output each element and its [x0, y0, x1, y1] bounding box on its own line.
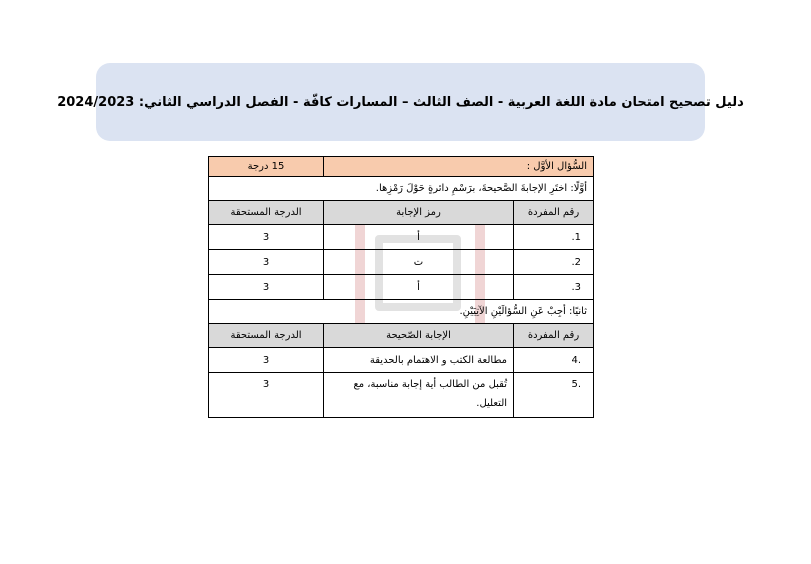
answer-symbol: أ: [324, 275, 514, 300]
item-number: .5: [514, 373, 594, 418]
item-number: 2.: [514, 250, 594, 275]
question-title: السُّؤال الأوَّل :: [324, 157, 594, 177]
item-number: 1.: [514, 225, 594, 250]
correct-answer: مطالعة الكتب و الاهتمام بالحديقة: [324, 348, 514, 373]
part1-instruction: أوَّلًا: اختَرِ الإجابةَ الصَّحيحةَ، برَسْمِ دائرةٍ حَوْلَ رَمْزِها.: [209, 177, 594, 201]
part2-header-row: [209, 324, 594, 348]
part2-instruction-row: [209, 300, 594, 324]
item-number: 3.: [514, 275, 594, 300]
part2-instruction: ثانيًا: أجِبْ عَنِ السُّؤالَيْنِ الآتِيَيْنِ.: [209, 300, 594, 324]
item-score: 3: [209, 348, 324, 373]
item-score: 3: [209, 373, 324, 418]
question-score: 15 درجة: [209, 157, 324, 177]
correct-answer: تُقبل من الطالب أية إجابة مناسبة، مع التعليل.: [324, 373, 514, 418]
question-header-row: [209, 157, 594, 177]
table-row: [209, 275, 594, 300]
answer-key-table: [208, 156, 594, 418]
item-score: 3: [209, 225, 324, 250]
item-number: .4: [514, 348, 594, 373]
table-row: [209, 250, 594, 275]
col-header-num: رقم المفردة: [514, 324, 594, 348]
part1-instruction-row: [209, 177, 594, 201]
header-banner: [57, 63, 744, 141]
col-header-score: الدرجة المستحقة: [209, 324, 324, 348]
answer-symbol: ت: [324, 250, 514, 275]
table-row: [209, 373, 594, 418]
part1-header-row: [209, 201, 594, 225]
item-score: 3: [209, 250, 324, 275]
table-row: [209, 348, 594, 373]
col-header-num: رقم المفردة: [514, 201, 594, 225]
col-header-answer-symbol: رمز الإجابة: [324, 201, 514, 225]
item-score: 3: [209, 275, 324, 300]
answer-symbol: أ: [324, 225, 514, 250]
col-header-score: الدرجة المستحقة: [209, 201, 324, 225]
col-header-correct-answer: الإجابة الصّحيحة: [324, 324, 514, 348]
page-title: دليل تصحيح امتحان مادة اللغة العربية - الصف الثالث – المسارات كافّة - الفصل الدراسي الثاني: 2024/2023: [57, 94, 744, 110]
table-row: [209, 225, 594, 250]
